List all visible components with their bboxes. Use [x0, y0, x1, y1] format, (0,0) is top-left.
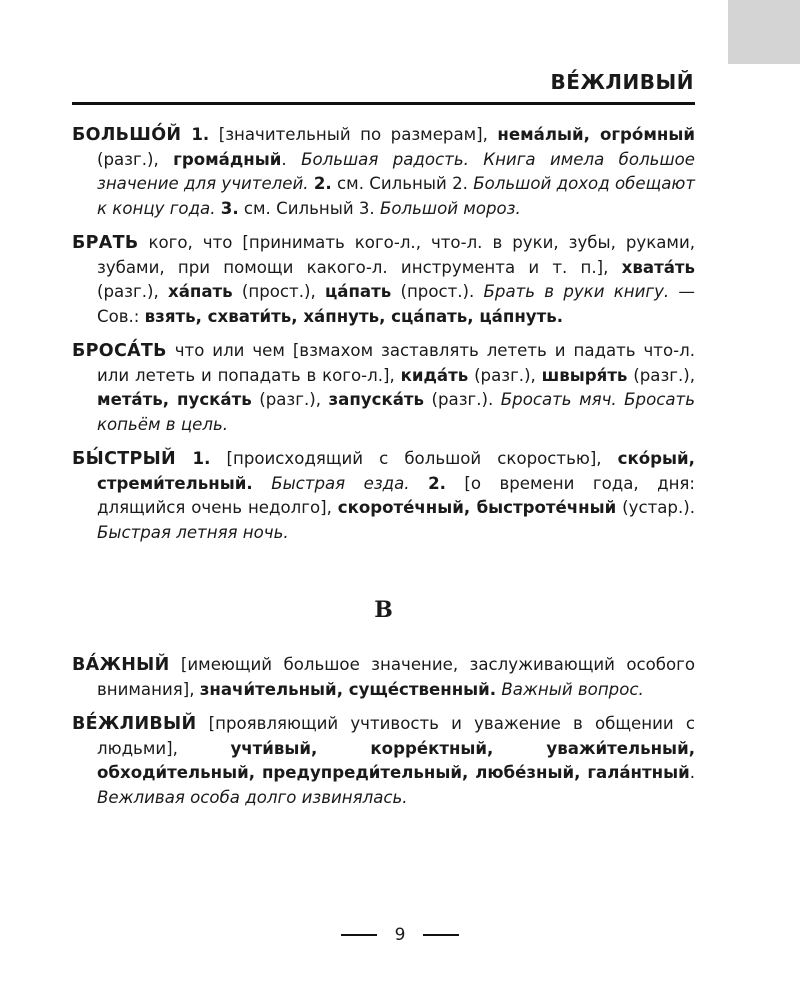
definition-text: [происходящий с большой скоростью], [210, 449, 618, 468]
page-number: 9 [394, 925, 406, 945]
synonym: грома́дный [173, 149, 282, 169]
entry-bolshoy [72, 123, 695, 221]
definition-text: [значительный по размерам], [209, 125, 498, 144]
definition-text: (прост.). [391, 282, 484, 301]
definition-text [410, 474, 428, 493]
definition-text: что или чем [взмахом заставлять лететь и падать что-л. или лететь и попадать в кого-л.], [97, 341, 695, 385]
footer-dash-left [341, 934, 377, 936]
example: Брать в руки книгу. [483, 282, 670, 301]
synonym: учти́вый, корре́ктный, уважи́тельный, обходи́тельный, предупреди́тельный, любе́зный, гала́нтный [97, 738, 695, 782]
entry-vazhny [72, 653, 695, 702]
entry-brosat [72, 339, 695, 437]
dictionary-entries [72, 123, 695, 810]
sense-number: 1. [181, 125, 210, 144]
definition-text: кого, что [принимать кого-л., что-л. в руки, зубы, руками, зубами, при помощи какого-л. инструмента и т. п.], [97, 233, 695, 277]
definition-text: [имеющий большое значение, заслуживающий особого внимания], [97, 655, 695, 699]
section-letter: В [374, 597, 393, 623]
synonym: хвата́ть [621, 257, 695, 277]
entry-brat [72, 231, 695, 329]
example: Вежливая особа долго извинялась. [97, 787, 408, 807]
headword: БРОСА́ТЬ [72, 341, 167, 361]
example: Большой мороз. [379, 198, 521, 218]
synonym: взять, схвати́ть, ха́пнуть, сца́пать, ца́пнуть. [144, 306, 564, 326]
example: Важный вопрос. [501, 679, 644, 699]
definition-text: [проявляющий учтивость и уважение в общении с людьми], [97, 714, 695, 758]
synonym: значи́тельный, суще́ственный. [199, 679, 497, 699]
definition-text: (разг.). [424, 390, 501, 409]
headword: БЫ́СТРЫЙ [72, 449, 176, 469]
headword: ВА́ЖНЫЙ [72, 655, 170, 675]
synonym: ца́пать [324, 282, 392, 301]
synonym: нема́лый, огро́мный [497, 125, 695, 144]
entry-bystry [72, 447, 695, 545]
example: Бросать мяч. Бросать копьём в цель. [97, 390, 695, 434]
definition-text: . [689, 763, 695, 782]
definition-text: . [281, 149, 302, 169]
headword: БРАТЬ [72, 233, 139, 253]
synonym: скороте́чный, быстроте́чный [337, 498, 617, 517]
headword: ВЕ́ЖЛИВЫЙ [72, 714, 197, 734]
sense-number: 2. [428, 473, 446, 493]
synonym: ско́рый, стреми́тельный. [97, 449, 695, 493]
definition-text: [о времени года, дня: длящийся очень недолго], [97, 473, 696, 517]
synonym: мета́ть, пуска́ть [97, 390, 252, 409]
synonym: запуска́ть [328, 390, 425, 409]
example: Большая радость. Книга имела большое значение для учителей. [97, 149, 696, 193]
example: Быстрая езда. [271, 473, 410, 493]
synonym: кида́ть [400, 365, 469, 385]
example: Быстрая летняя ночь. [97, 522, 289, 542]
definition-text: см. Сильный 3. [238, 198, 380, 218]
page-corner-tab [728, 0, 800, 64]
definition-text: (разг.), [468, 365, 542, 385]
definition-text: (разг.), [97, 282, 168, 301]
synonym: швыря́ть [541, 365, 628, 385]
definition-text: (разг.), [251, 390, 329, 409]
entry-vezhlivy [72, 712, 695, 810]
definition-text: (устар.). [616, 498, 695, 517]
sense-number: 2. [313, 174, 332, 193]
headword: БОЛЬШО́Й [72, 125, 182, 145]
definition-text: см. Сильный 2. [331, 174, 474, 193]
definition-text: (разг.), [627, 365, 696, 385]
sense-number: 1. [175, 449, 211, 468]
header-rule [72, 102, 695, 105]
footer-dash-right [423, 934, 459, 936]
definition-text: (прост.), [232, 282, 325, 301]
definition-text [253, 474, 271, 493]
synonym: ха́пать [167, 282, 233, 301]
definition-text: (разг.), [97, 149, 174, 169]
sense-number: 3. [220, 198, 239, 218]
definition-text: — Сов.: [97, 282, 696, 326]
running-head: ВЕ́ЖЛИВЫЙ [550, 70, 694, 94]
example: Большой доход обещают к концу года. [97, 174, 696, 218]
page-footer [0, 923, 800, 947]
